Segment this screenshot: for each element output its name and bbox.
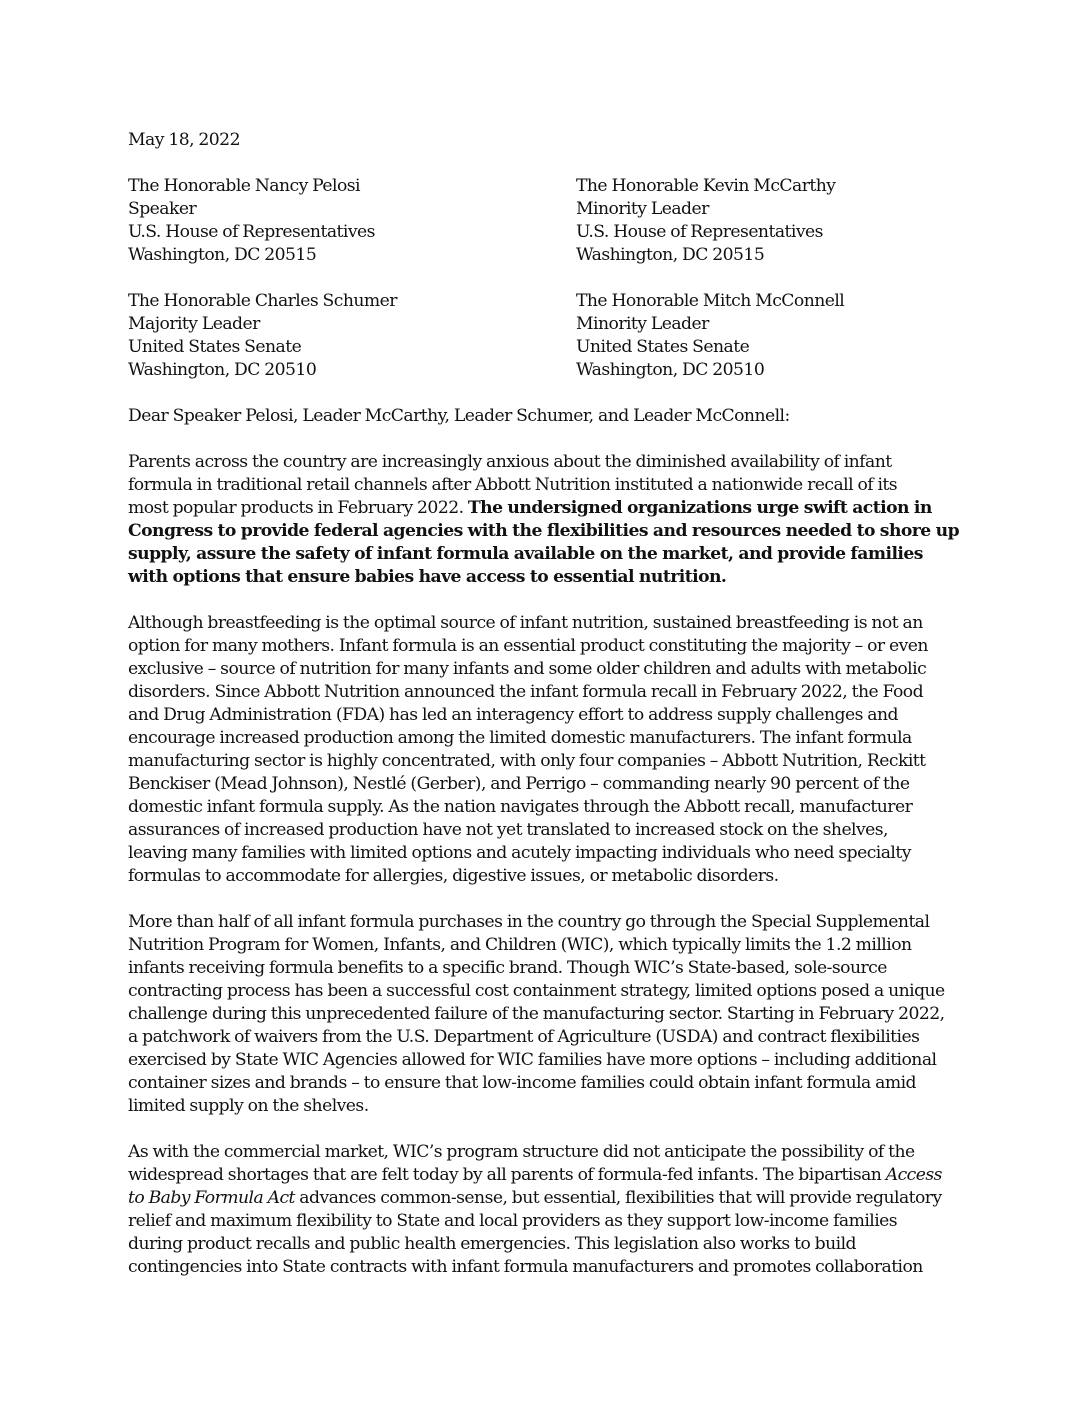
paragraph-line: formulas to accommodate for allergies, digestive issues, or metabolic disorders. <box>128 866 779 886</box>
paragraph-line: exercised by State WIC Agencies allowed for WIC families have more options – including additional <box>128 1050 937 1070</box>
text-run: most popular products in February 2022. <box>128 498 468 518</box>
paragraph-line: option for many mothers. Infant formula is an essential product constituting the majority – or even <box>128 636 928 656</box>
paragraph-line: As with the commercial market, WIC’s program structure did not anticipate the possibility of the <box>128 1142 915 1162</box>
addressee-org: U.S. House of Representatives <box>576 222 823 242</box>
paragraph-line: Although breastfeeding is the optimal source of infant nutrition, sustained breastfeeding is not an <box>128 613 923 633</box>
addressee-title: Minority Leader <box>576 199 709 219</box>
paragraph-line <box>128 1187 942 1210</box>
paragraph-line: Benckiser (Mead Johnson), Nestlé (Gerber), and Perrigo – commanding nearly 90 percent of the <box>128 774 910 794</box>
addressee-org: U.S. House of Representatives <box>128 222 375 242</box>
addressee-address: Washington, DC 20515 <box>128 245 317 265</box>
paragraph-line: disorders. Since Abbott Nutrition announced the infant formula recall in February 2022, the Food <box>128 682 924 702</box>
paragraph-line: contingencies into State contracts with infant formula manufacturers and promotes collaboration <box>128 1257 923 1277</box>
paragraph-line: Nutrition Program for Women, Infants, and Children (WIC), which typically limits the 1.2 million <box>128 935 912 955</box>
paragraph-line: exclusive – source of nutrition for many infants and some older children and adults with metabolic <box>128 659 927 679</box>
paragraph-line: a patchwork of waivers from the U.S. Department of Agriculture (USDA) and contract flexibilities <box>128 1027 920 1047</box>
paragraph-line: challenge during this unprecedented failure of the manufacturing sector. Starting in February 2022, <box>128 1004 945 1024</box>
paragraph-line: during product recalls and public health emergencies. This legislation also works to build <box>128 1234 856 1254</box>
bill-title-italic: Access <box>885 1165 942 1185</box>
addressee-name: The Honorable Charles Schumer <box>128 291 397 311</box>
paragraph-line: More than half of all infant formula purchases in the country go through the Special Supplemental <box>128 912 930 932</box>
paragraph-line: encourage increased production among the limited domestic manufacturers. The infant formula <box>128 728 912 748</box>
addressee-address: Washington, DC 20510 <box>128 360 317 380</box>
paragraph-line: contracting process has been a successful cost containment strategy, limited options posed a unique <box>128 981 945 1001</box>
paragraph-line: and Drug Administration (FDA) has led an interagency effort to address supply challenges and <box>128 705 898 725</box>
bill-title-italic: to Baby Formula Act <box>128 1188 295 1208</box>
bold-paragraph-line: with options that ensure babies have access to essential nutrition. <box>128 567 727 587</box>
addressee-address: Washington, DC 20515 <box>576 245 765 265</box>
paragraph-line: container sizes and brands – to ensure that low-income families could obtain infant formula amid <box>128 1073 916 1093</box>
paragraph-line: formula in traditional retail channels after Abbott Nutrition instituted a nationwide recall of its <box>128 475 898 495</box>
bold-text-run: The undersigned organizations urge swift action in <box>467 498 932 518</box>
addressee-title: Minority Leader <box>576 314 709 334</box>
paragraph-line: assurances of increased production have not yet translated to increased stock on the shelves, <box>128 820 888 840</box>
bold-paragraph-line: Congress to provide federal agencies with the flexibilities and resources needed to shore up <box>128 521 960 541</box>
salutation: Dear Speaker Pelosi, Leader McCarthy, Leader Schumer, and Leader McConnell: <box>128 406 790 426</box>
paragraph-line: relief and maximum flexibility to State and local providers as they support low-income families <box>128 1211 898 1231</box>
addressee-org: United States Senate <box>576 337 750 357</box>
paragraph-line: infants receiving formula benefits to a specific brand. Though WIC’s State-based, sole-source <box>128 958 887 978</box>
addressee-name: The Honorable Kevin McCarthy <box>576 176 836 196</box>
text-run: advances common-sense, but essential, flexibilities that will provide regulatory <box>294 1188 942 1208</box>
paragraph-line: leaving many families with limited options and acutely impacting individuals who need specialty <box>128 843 911 863</box>
text-run: widespread shortages that are felt today by all parents of formula-fed infants. The bipartisan <box>128 1165 886 1185</box>
addressee-title: Speaker <box>128 199 197 219</box>
paragraph-line: Parents across the country are increasingly anxious about the diminished availability of infant <box>128 452 892 472</box>
paragraph-line: domestic infant formula supply. As the nation navigates through the Abbott recall, manufacturer <box>128 797 913 817</box>
addressee-title: Majority Leader <box>128 314 260 334</box>
addressee-org: United States Senate <box>128 337 302 357</box>
addressee-name: The Honorable Nancy Pelosi <box>128 176 361 196</box>
bold-paragraph-line: supply, assure the safety of infant formula available on the market, and provide families <box>128 544 923 564</box>
paragraph-line: limited supply on the shelves. <box>128 1096 369 1116</box>
paragraph-line <box>128 497 932 520</box>
paragraph-line <box>128 1164 942 1187</box>
addressee-name: The Honorable Mitch McConnell <box>576 291 845 311</box>
letter-date: May 18, 2022 <box>128 130 240 150</box>
addressee-address: Washington, DC 20510 <box>576 360 765 380</box>
paragraph-line: manufacturing sector is highly concentrated, with only four companies – Abbott Nutrition, Reckitt <box>128 751 926 771</box>
